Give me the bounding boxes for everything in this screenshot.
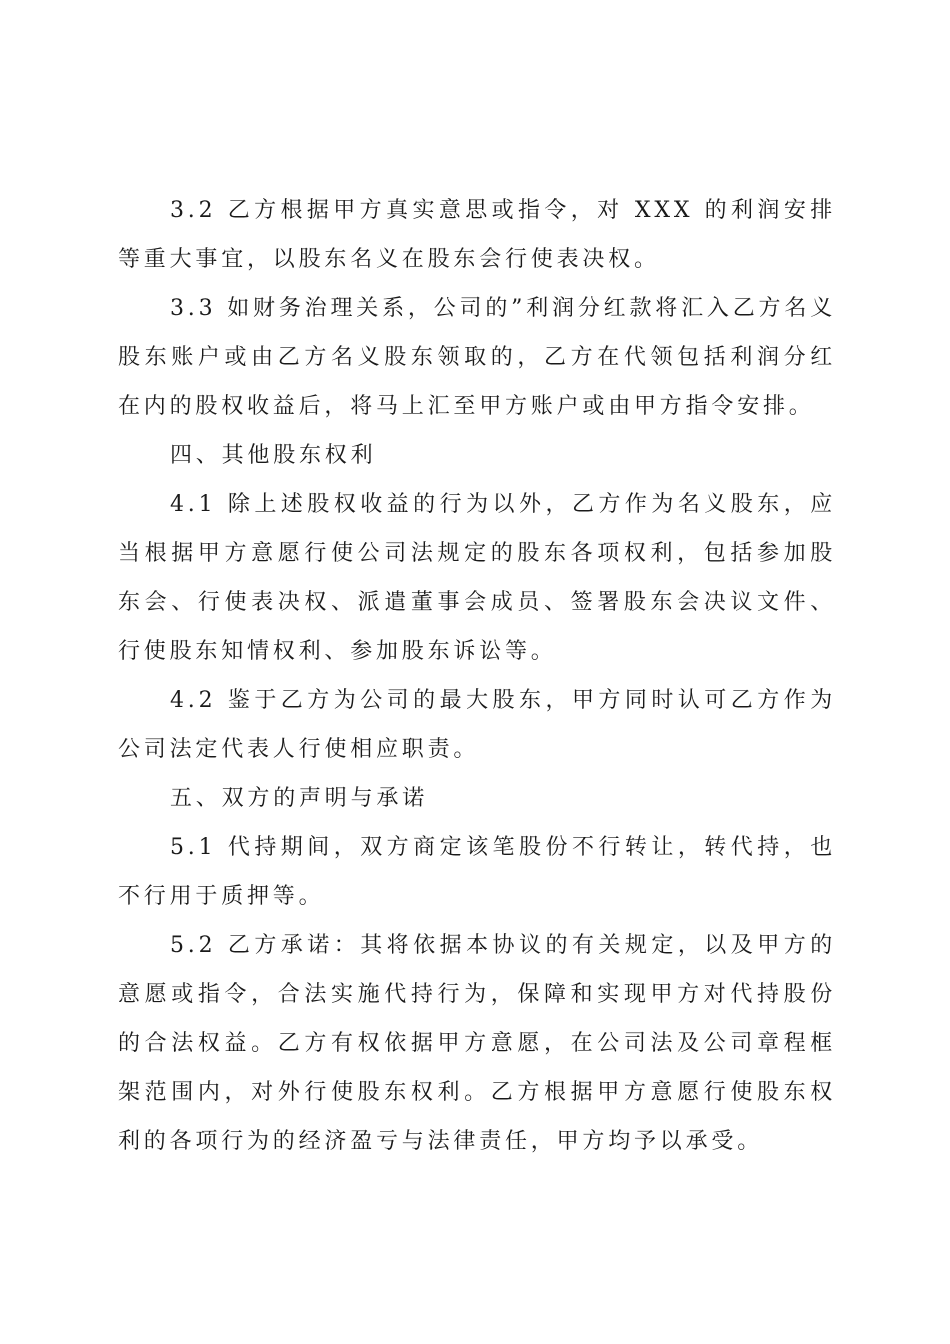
clause-5-1: 5.1 代持期间，双方商定该笔股份不行转让，转代持，也不行用于质押等。 xyxy=(118,835,836,909)
section-heading-5: 五、双方的声明与承诺 xyxy=(170,786,429,811)
clause-4-2: 4.2 鉴于乙方为公司的最大股东，甲方同时认可乙方作为公司法定代表人行使相应职责。 xyxy=(118,688,836,762)
document-body xyxy=(118,186,836,1166)
clause-3-3: 3.3 如财务治理关系，公司的”利润分红款将汇入乙方名义股东账户或由乙方名义股东领取的，乙方在代领包括利润分红在内的股权收益后，将马上汇至甲方账户或由甲方指令安排。 xyxy=(118,296,836,419)
clause-5-2: 5.2 乙方承诺：其将依据本协议的有关规定，以及甲方的意愿或指令，合法实施代持行为，保障和实现甲方对代持股份的合法权益。乙方有权依据甲方意愿，在公司法及公司章程框架范围内，对外行使股东权利。乙方根据甲方意愿行使股东权利的各项行为的经济盈亏与法律责任，甲方均予以承受。 xyxy=(118,933,836,1154)
section-heading-4: 四、其他股东权利 xyxy=(170,443,377,468)
clause-4-1: 4.1 除上述股权收益的行为以外，乙方作为名义股东，应当根据甲方意愿行使公司法规定的股东各项权利，包括参加股东会、行使表决权、派遣董事会成员、签署股东会决议文件、行使股东知情权利、参加股东诉讼等。 xyxy=(118,492,836,664)
clause-3-2: 3.2 乙方根据甲方真实意思或指令，对 XXX 的利润安排等重大事宜，以股东名义在股东会行使表决权。 xyxy=(118,198,836,272)
